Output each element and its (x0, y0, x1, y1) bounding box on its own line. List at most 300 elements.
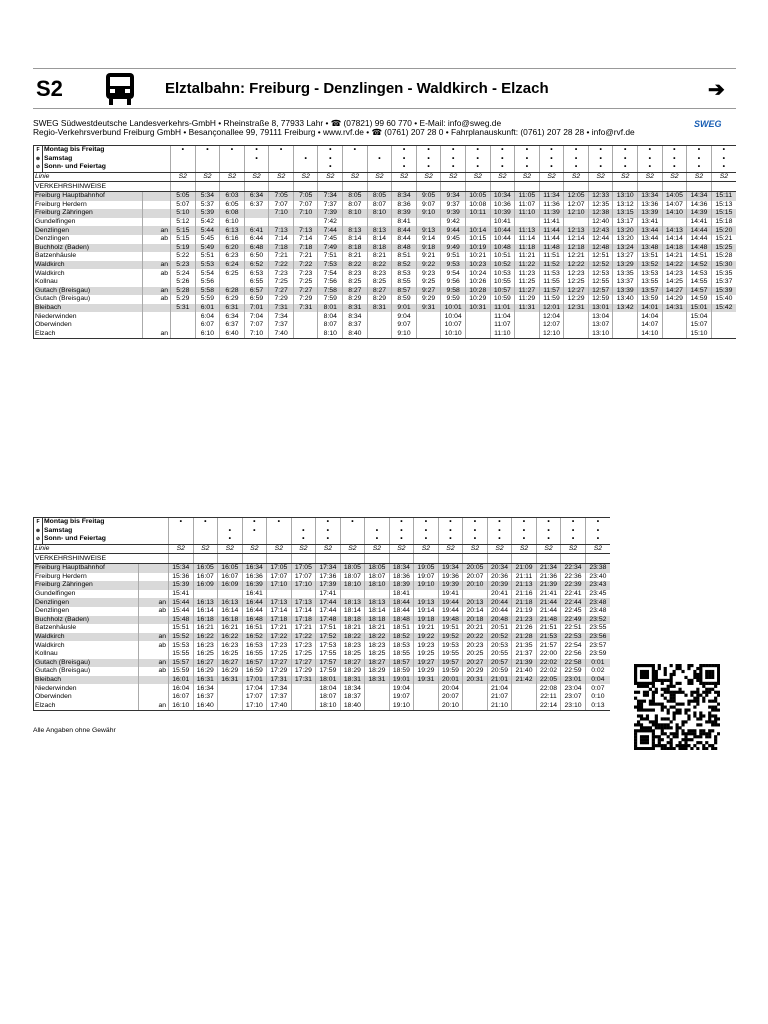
departure-time: 10:48 (490, 244, 515, 253)
day-marker: • (218, 527, 243, 536)
day-marker (340, 535, 365, 544)
departure-time: 17:22 (267, 633, 292, 642)
table-row (34, 590, 611, 599)
departure-time: 9:27 (416, 287, 441, 296)
day-marker: • (490, 155, 515, 164)
departure-time: 19:13 (414, 598, 439, 607)
departure-time: 21:57 (536, 641, 561, 650)
arrival-departure-tag: an (139, 633, 169, 642)
departure-time: 18:05 (365, 563, 390, 572)
line-code-cell: S2 (465, 172, 490, 182)
line-code-cell: S2 (539, 172, 564, 182)
departure-time: 0:04 (585, 676, 610, 685)
departure-time: 10:21 (465, 252, 490, 261)
departure-time: 5:58 (195, 287, 220, 296)
table-row (34, 607, 611, 616)
departure-time: 23:10 (561, 701, 586, 710)
departure-time: 12:44 (588, 235, 613, 244)
departure-time: 12:21 (564, 252, 589, 261)
day-marker: • (687, 163, 712, 172)
day-marker: • (585, 527, 610, 536)
departure-time: 18:10 (365, 581, 390, 590)
table-row (34, 252, 737, 261)
departure-time: 0:13 (585, 701, 610, 710)
departure-time: 10:01 (441, 304, 466, 313)
departure-time: 23:45 (585, 590, 610, 599)
departure-time: 5:05 (171, 191, 196, 200)
line-label: Linie (34, 172, 171, 182)
note-cell (242, 554, 267, 564)
departure-time: 12:13 (564, 226, 589, 235)
departure-time: 5:22 (171, 252, 196, 261)
departure-time: 20:39 (487, 581, 512, 590)
departure-time: 7:05 (293, 191, 318, 200)
departure-time: 17:34 (267, 684, 292, 693)
arrival-departure-tag (143, 304, 171, 313)
departure-time: 17:21 (267, 624, 292, 633)
line-code-cell: S2 (340, 544, 365, 554)
departure-time: 11:07 (515, 201, 540, 210)
departure-time: 18:34 (389, 563, 414, 572)
arrival-departure-tag (139, 573, 169, 582)
departure-time: 5:51 (195, 252, 220, 261)
day-marker: • (539, 155, 564, 164)
departure-time: 0:10 (585, 693, 610, 702)
departure-time: 8:18 (343, 244, 368, 253)
departure-time: 6:20 (220, 244, 245, 253)
departure-time: 7:14 (293, 235, 318, 244)
day-marker: • (465, 155, 490, 164)
qr-code (634, 664, 720, 750)
departure-time (367, 321, 392, 330)
departure-time: 15:34 (169, 563, 194, 572)
departure-time: 18:31 (340, 676, 365, 685)
departure-time: 16:23 (193, 641, 218, 650)
departure-time: 20:10 (463, 581, 488, 590)
departure-time: 11:51 (539, 252, 564, 261)
departure-time: 9:34 (441, 191, 466, 200)
line-code-cell: S2 (561, 544, 586, 554)
departure-time: 13:42 (613, 304, 638, 313)
departure-time (414, 590, 439, 599)
departure-time (340, 590, 365, 599)
departure-time: 6:07 (195, 321, 220, 330)
departure-time: 10:44 (490, 235, 515, 244)
table-row (34, 650, 611, 659)
note-cell (662, 182, 687, 192)
departure-time: 10:55 (490, 278, 515, 287)
departure-time: 10:34 (490, 191, 515, 200)
departure-time: 17:48 (316, 616, 341, 625)
line-code-cell: S2 (293, 172, 318, 182)
day-marker (220, 155, 245, 164)
departure-time: 5:53 (195, 261, 220, 270)
departure-time: 14:23 (662, 269, 687, 278)
departure-time: 9:49 (441, 244, 466, 253)
departure-time: 12:23 (564, 269, 589, 278)
note-cell (269, 182, 294, 192)
departure-time (244, 218, 269, 227)
departure-time: 11:52 (539, 261, 564, 270)
departure-time: 7:58 (318, 287, 343, 296)
table-row (34, 218, 737, 227)
departure-time: 21:16 (512, 590, 537, 599)
departure-time: 5:42 (195, 218, 220, 227)
departure-time: 5:59 (195, 295, 220, 304)
line-code-cell: S2 (687, 172, 712, 182)
departure-time: 13:52 (638, 261, 663, 270)
disclaimer: Alle Angaben ohne Gewähr (33, 727, 116, 734)
departure-time: 21:10 (487, 701, 512, 710)
departure-time: 10:36 (490, 201, 515, 210)
departure-time: 18:36 (389, 573, 414, 582)
departure-time: 18:18 (340, 616, 365, 625)
departure-time (662, 329, 687, 338)
day-marker: • (561, 527, 586, 536)
departure-time: 16:18 (218, 616, 243, 625)
departure-time: 12:07 (539, 321, 564, 330)
departure-time: 11:07 (490, 321, 515, 330)
note-cell (267, 554, 292, 564)
station-name: Gutach (Breisgau) (34, 667, 139, 676)
departure-time: 6:24 (220, 261, 245, 270)
day-marker: • (195, 146, 220, 155)
departure-time: 13:10 (613, 191, 638, 200)
departure-time: 20:44 (487, 607, 512, 616)
departure-time: 8:36 (392, 201, 417, 210)
departure-time (293, 218, 318, 227)
departure-time: 18:21 (365, 624, 390, 633)
departure-time: 10:23 (465, 261, 490, 270)
line-code-cell: S2 (269, 172, 294, 182)
arrival-departure-tag (139, 693, 169, 702)
departure-time: 12:35 (588, 201, 613, 210)
day-marker: • (171, 146, 196, 155)
station-name: Niederwinden (34, 312, 143, 321)
station-name: Freiburg Herdern (34, 201, 143, 210)
station-name: Kollnau (34, 278, 143, 287)
departure-time: 22:56 (561, 650, 586, 659)
departure-time: 16:25 (193, 650, 218, 659)
departure-time (414, 701, 439, 710)
day-marker: • (564, 155, 589, 164)
departure-time: 20:04 (438, 684, 463, 693)
departure-time: 9:56 (441, 278, 466, 287)
departure-time: 12:07 (564, 201, 589, 210)
departure-time: 8:14 (367, 235, 392, 244)
note-cell (687, 182, 712, 192)
day-marker: • (588, 146, 613, 155)
departure-time (367, 312, 392, 321)
departure-time: 19:31 (414, 676, 439, 685)
day-row (34, 535, 611, 544)
line-code-cell: S2 (244, 172, 269, 182)
departure-time: 17:14 (267, 607, 292, 616)
departure-time: 12:18 (564, 244, 589, 253)
line-code-cell: S2 (564, 172, 589, 182)
departure-time: 7:25 (269, 278, 294, 287)
departure-time: 19:39 (438, 581, 463, 590)
departure-time: 14:51 (687, 252, 712, 261)
departure-time: 17:07 (242, 693, 267, 702)
day-marker (169, 535, 194, 544)
departure-time: 20:52 (487, 633, 512, 642)
arrival-departure-tag: an (143, 226, 171, 235)
day-marker: • (414, 527, 439, 536)
departure-time: 13:51 (638, 252, 663, 261)
departure-time: 8:18 (367, 244, 392, 253)
departure-time: 5:49 (195, 244, 220, 253)
departure-time: 10:10 (441, 329, 466, 338)
departure-time: 11:41 (539, 218, 564, 227)
note-cell (169, 554, 194, 564)
departure-time: 0:02 (585, 667, 610, 676)
departure-time (613, 312, 638, 321)
departure-time: 15:25 (711, 244, 736, 253)
departure-time: 17:29 (267, 667, 292, 676)
arrival-departure-tag: an (143, 329, 171, 338)
station-name: Denzlingen (34, 607, 139, 616)
departure-time (463, 693, 488, 702)
day-row (34, 146, 737, 155)
arrival-departure-tag: an (139, 598, 169, 607)
departure-time (267, 590, 292, 599)
departure-time: 13:44 (638, 226, 663, 235)
day-marker: • (365, 535, 390, 544)
line-code-cell: S2 (441, 172, 466, 182)
table-row (34, 329, 737, 338)
arrival-departure-tag (143, 312, 171, 321)
station-name: Oberwinden (34, 693, 139, 702)
departure-time: 13:24 (613, 244, 638, 253)
departure-time: 17:37 (267, 693, 292, 702)
departure-time (512, 684, 537, 693)
departure-time: 19:21 (414, 624, 439, 633)
departure-time: 7:34 (318, 191, 343, 200)
day-marker: • (244, 155, 269, 164)
departure-time: 19:53 (438, 641, 463, 650)
arrival-departure-tag: ab (143, 269, 171, 278)
departure-time: 7:04 (244, 312, 269, 321)
day-marker: • (367, 155, 392, 164)
departure-time: 10:05 (465, 191, 490, 200)
day-marker: • (490, 146, 515, 155)
arrival-departure-tag: an (139, 659, 169, 668)
departure-time (416, 321, 441, 330)
departure-time: 18:27 (340, 659, 365, 668)
departure-time: 7:10 (269, 209, 294, 218)
departure-time: 7:44 (318, 226, 343, 235)
departure-time: 8:25 (343, 278, 368, 287)
departure-time: 19:18 (414, 616, 439, 625)
departure-time (291, 701, 316, 710)
departure-time: 7:59 (318, 295, 343, 304)
line-code-cell: S2 (169, 544, 194, 554)
departure-time: 15:18 (711, 218, 736, 227)
departure-time: 16:04 (169, 684, 194, 693)
departure-time: 7:54 (318, 269, 343, 278)
departure-time: 20:48 (487, 616, 512, 625)
station-name: Freiburg Hauptbahnhof (34, 191, 143, 200)
operator-line-2: Regio-Verkehrsverbund Freiburg GmbH • Besançonallee 99, 79111 Freiburg • www.rvf.de • ☎ (0761) 207 28 0 • Fahrplanauskunft: (0761) 207 28 28 • info@rvf.de (33, 127, 635, 137)
departure-time: 8:23 (343, 269, 368, 278)
station-name: Gundelfingen (34, 590, 139, 599)
departure-time: 11:48 (539, 244, 564, 253)
departure-time (662, 312, 687, 321)
departure-time: 17:01 (242, 676, 267, 685)
departure-time: 7:01 (244, 304, 269, 313)
departure-time (465, 312, 490, 321)
departure-time: 11:10 (490, 329, 515, 338)
departure-time: 14:13 (662, 226, 687, 235)
departure-time: 8:29 (343, 295, 368, 304)
departure-time (365, 701, 390, 710)
departure-time: 8:27 (343, 287, 368, 296)
departure-time: 9:07 (416, 201, 441, 210)
departure-time: 5:23 (171, 261, 196, 270)
departure-time: 22:11 (536, 693, 561, 702)
departure-time: 20:29 (463, 667, 488, 676)
day-marker: • (220, 146, 245, 155)
departure-time: 6:08 (220, 209, 245, 218)
departure-time: 18:22 (340, 633, 365, 642)
departure-time: 23:48 (585, 607, 610, 616)
departure-time: 12:38 (588, 209, 613, 218)
departure-time: 13:53 (638, 269, 663, 278)
departure-time: 10:44 (490, 226, 515, 235)
departure-time: 11:23 (515, 269, 540, 278)
table-row (34, 261, 737, 270)
departure-time (711, 329, 736, 338)
departure-time: 9:29 (416, 295, 441, 304)
departure-time: 17:34 (316, 563, 341, 572)
day-marker: • (318, 155, 343, 164)
departure-time: 20:53 (487, 641, 512, 650)
sweg-logo: SWEG (694, 119, 722, 129)
departure-time: 10:26 (465, 278, 490, 287)
departure-time: 17:23 (291, 641, 316, 650)
departure-time: 14:10 (662, 209, 687, 218)
departure-time: 0:07 (585, 684, 610, 693)
departure-time: 11:44 (539, 235, 564, 244)
line-code-cell: S2 (536, 544, 561, 554)
day-marker: • (169, 518, 194, 527)
train-icon (105, 72, 135, 111)
departure-time: 7:14 (269, 235, 294, 244)
departure-time (414, 684, 439, 693)
departure-time: 13:29 (613, 261, 638, 270)
departure-time: 6:31 (220, 304, 245, 313)
departure-time (171, 329, 196, 338)
departure-time (291, 590, 316, 599)
note-cell (490, 182, 515, 192)
note-cell (244, 182, 269, 192)
departure-time: 11:36 (539, 201, 564, 210)
day-marker: • (687, 155, 712, 164)
note-cell (365, 554, 390, 564)
departure-time: 13:41 (638, 218, 663, 227)
departure-time: 7:37 (318, 201, 343, 210)
day-marker (365, 518, 390, 527)
departure-time: 18:34 (340, 684, 365, 693)
departure-time: 13:57 (638, 287, 663, 296)
departure-time: 9:07 (392, 321, 417, 330)
departure-time: 12:33 (588, 191, 613, 200)
departure-time (564, 218, 589, 227)
day-marker: • (318, 163, 343, 172)
day-marker: • (414, 535, 439, 544)
departure-time: 9:10 (416, 209, 441, 218)
departure-time: 17:27 (291, 659, 316, 668)
departure-time: 22:02 (536, 667, 561, 676)
departure-time: 8:51 (392, 252, 417, 261)
day-marker: • (536, 518, 561, 527)
departure-time: 13:39 (638, 209, 663, 218)
departure-time: 8:14 (343, 235, 368, 244)
day-marker: • (416, 155, 441, 164)
departure-time (662, 321, 687, 330)
departure-time: 18:48 (389, 616, 414, 625)
line-code-cell: S2 (662, 172, 687, 182)
day-row (34, 163, 737, 172)
departure-time: 15:20 (711, 226, 736, 235)
departure-time: 5:34 (195, 191, 220, 200)
departure-time: 9:59 (441, 295, 466, 304)
departure-time: 16:44 (242, 598, 267, 607)
departure-time: 17:59 (316, 667, 341, 676)
header-bottom-rule (33, 108, 736, 109)
departure-time: 21:19 (512, 607, 537, 616)
day-marker (242, 535, 267, 544)
departure-time (220, 278, 245, 287)
note-cell (463, 554, 488, 564)
departure-time: 8:52 (392, 261, 417, 270)
departure-time: 21:44 (536, 598, 561, 607)
arrow-right-icon[interactable]: ➔ (708, 79, 725, 101)
departure-time: 8:21 (343, 252, 368, 261)
line-code-cell: S2 (316, 544, 341, 554)
line-code-cell: S2 (365, 544, 390, 554)
table-row (34, 201, 737, 210)
note-cell (465, 182, 490, 192)
station-name: Waldkirch (34, 641, 139, 650)
departure-time: 17:55 (316, 650, 341, 659)
departure-time: 14:10 (638, 329, 663, 338)
day-marker (291, 518, 316, 527)
note-cell (293, 182, 318, 192)
departure-time: 10:08 (465, 201, 490, 210)
table-row (34, 563, 611, 572)
departure-time: 10:59 (490, 295, 515, 304)
day-marker (293, 163, 318, 172)
departure-time: 12:40 (588, 218, 613, 227)
departure-time: 15:39 (711, 287, 736, 296)
departure-time: 8:34 (343, 312, 368, 321)
station-name: Oberwinden (34, 321, 143, 330)
day-marker: • (340, 518, 365, 527)
departure-time: 14:01 (638, 304, 663, 313)
arrival-departure-tag: an (143, 287, 171, 296)
line-code-cell: S2 (291, 544, 316, 554)
departure-time (512, 701, 537, 710)
departure-time: 6:37 (220, 321, 245, 330)
departure-time: 18:07 (340, 573, 365, 582)
day-label: Montag bis Freitag (43, 146, 171, 155)
departure-time: 19:48 (438, 616, 463, 625)
departure-time: 22:39 (561, 581, 586, 590)
departure-time: 15:30 (711, 261, 736, 270)
day-marker: • (389, 527, 414, 536)
